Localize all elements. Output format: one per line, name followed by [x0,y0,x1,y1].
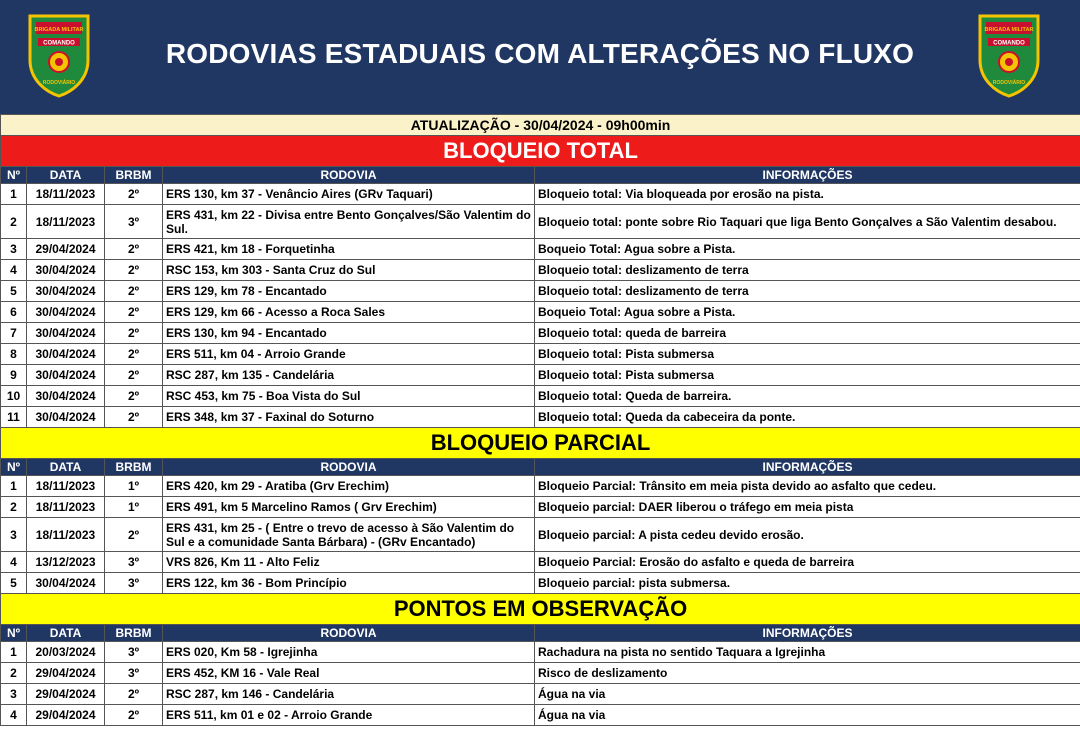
table-row [1,365,1080,386]
header-num: Nº [1,459,27,476]
row-number: 10 [1,386,27,407]
row-number: 6 [1,302,27,323]
row-number: 3 [1,239,27,260]
update-line: ATUALIZAÇÃO - 30/04/2024 - 09h00min [1,115,1080,136]
row-rodovia: ERS 020, Km 58 - Igrejinha [163,642,535,663]
row-date: 30/04/2024 [27,323,105,344]
header-num: Nº [1,167,27,184]
page-title: RODOVIAS ESTADUAIS COM ALTERAÇÕES NO FLUXO [165,38,915,69]
row-date: 29/04/2024 [27,705,105,726]
row-informacoes: Água na via [535,684,1080,705]
row-brbm: 2º [105,260,163,281]
row-brbm: 2º [105,344,163,365]
row-number: 5 [1,573,27,594]
badge-top-text: BRIGADA MILITAR [984,27,1034,33]
header-date: DATA [27,459,105,476]
row-date: 13/12/2023 [27,552,105,573]
row-rodovia: ERS 129, km 66 - Acesso a Roca Sales [163,302,535,323]
row-date: 29/04/2024 [27,684,105,705]
row-number: 5 [1,281,27,302]
row-number: 2 [1,497,27,518]
row-rodovia: ERS 420, km 29 - Aratiba (Grv Erechim) [163,476,535,497]
row-brbm: 2º [105,281,163,302]
section-header-row [1,594,1080,625]
row-number: 8 [1,344,27,365]
row-number: 4 [1,552,27,573]
row-brbm: 3º [105,642,163,663]
badge-top-text: BRIGADA MILITAR [34,27,84,33]
row-date: 30/04/2024 [27,573,105,594]
row-number: 3 [1,684,27,705]
row-informacoes: Bloqueio total: Queda da cabeceira da ponte. [535,407,1080,428]
table-row [1,705,1080,726]
row-informacoes: Bloqueio total: deslizamento de terra [535,281,1080,302]
row-informacoes: Bloqueio parcial: A pista cedeu devido erosão. [535,518,1080,552]
row-number: 2 [1,663,27,684]
row-date: 18/11/2023 [27,184,105,205]
section-title: BLOQUEIO TOTAL [1,136,1080,167]
row-informacoes: Rachadura na pista no sentido Taquara a Igrejinha [535,642,1080,663]
section-header-row [1,136,1080,167]
row-rodovia: VRS 826, Km 11 - Alto Feliz [163,552,535,573]
row-date: 20/03/2024 [27,642,105,663]
row-rodovia: ERS 431, km 25 - ( Entre o trevo de acesso à São Valentim do Sul e a comunidade Santa Bárbara) - (GRv Encantado) [163,518,535,552]
row-brbm: 2º [105,518,163,552]
row-number: 3 [1,518,27,552]
header-rodovia: RODOVIA [163,625,535,642]
brigada-militar-badge-right [976,12,1042,98]
row-rodovia: ERS 348, km 37 - Faxinal do Soturno [163,407,535,428]
row-number: 1 [1,184,27,205]
row-rodovia: ERS 511, km 01 e 02 - Arroio Grande [163,705,535,726]
header-brbm: BRBM [105,625,163,642]
badge-mid-text: COMANDO [43,40,75,47]
column-header-row [1,625,1080,642]
row-number: 7 [1,323,27,344]
row-brbm: 3º [105,573,163,594]
row-informacoes: Boqueio Total: Agua sobre a Pista. [535,239,1080,260]
row-date: 30/04/2024 [27,365,105,386]
table-row [1,407,1080,428]
row-number: 4 [1,705,27,726]
header-date: DATA [27,167,105,184]
row-date: 30/04/2024 [27,386,105,407]
row-rodovia: ERS 452, KM 16 - Vale Real [163,663,535,684]
row-rodovia: ERS 491, km 5 Marcelino Ramos ( Grv Erechim) [163,497,535,518]
badge-bottom-text: RODOVIÁRIO [42,80,76,86]
row-number: 4 [1,260,27,281]
table-row [1,239,1080,260]
row-brbm: 1º [105,497,163,518]
row-brbm: 2º [105,684,163,705]
row-informacoes: Bloqueio Parcial: Erosão do asfalto e queda de barreira [535,552,1080,573]
row-informacoes: Bloqueio total: deslizamento de terra [535,260,1080,281]
column-header-row [1,459,1080,476]
header-num: Nº [1,625,27,642]
row-rodovia: ERS 431, km 22 - Divisa entre Bento Gonçalves/São Valentim do Sul. [163,205,535,239]
header-rodovia: RODOVIA [163,167,535,184]
table-row [1,323,1080,344]
row-number: 9 [1,365,27,386]
section-title: BLOQUEIO PARCIAL [1,428,1080,459]
row-informacoes: Bloqueio total: Queda de barreira. [535,386,1080,407]
row-rodovia: ERS 130, km 37 - Venâncio Aires (GRv Taquari) [163,184,535,205]
row-brbm: 2º [105,705,163,726]
table-row [1,205,1080,239]
table-row [1,476,1080,497]
section-title: PONTOS EM OBSERVAÇÃO [1,594,1080,625]
table-row [1,684,1080,705]
row-date: 30/04/2024 [27,302,105,323]
table-row [1,302,1080,323]
header-banner [0,0,1080,114]
row-number: 1 [1,476,27,497]
header-brbm: BRBM [105,167,163,184]
table-row [1,573,1080,594]
table-row [1,552,1080,573]
row-rodovia: ERS 130, km 94 - Encantado [163,323,535,344]
row-informacoes: Bloqueio Parcial: Trânsito em meia pista devido ao asfalto que cedeu. [535,476,1080,497]
row-rodovia: RSC 287, km 146 - Candelária [163,684,535,705]
row-brbm: 1º [105,476,163,497]
header-informacoes: INFORMAÇÕES [535,459,1080,476]
row-brbm: 2º [105,323,163,344]
row-brbm: 2º [105,407,163,428]
row-brbm: 2º [105,386,163,407]
row-informacoes: Água na via [535,705,1080,726]
row-rodovia: ERS 421, km 18 - Forquetinha [163,239,535,260]
header-brbm: BRBM [105,459,163,476]
row-rodovia: RSC 153, km 303 - Santa Cruz do Sul [163,260,535,281]
row-rodovia: ERS 122, km 36 - Bom Princípio [163,573,535,594]
row-brbm: 3º [105,205,163,239]
row-informacoes: Bloqueio total: ponte sobre Rio Taquari que liga Bento Gonçalves a São Valentim desabou. [535,205,1080,239]
table-row [1,386,1080,407]
row-date: 29/04/2024 [27,663,105,684]
row-date: 18/11/2023 [27,518,105,552]
section-header-row [1,428,1080,459]
row-date: 30/04/2024 [27,344,105,365]
row-date: 30/04/2024 [27,281,105,302]
table-row [1,497,1080,518]
table-row [1,642,1080,663]
row-date: 18/11/2023 [27,205,105,239]
table-row [1,663,1080,684]
road-status-table [0,114,1080,726]
row-date: 29/04/2024 [27,239,105,260]
row-number: 1 [1,642,27,663]
table-row [1,184,1080,205]
row-number: 2 [1,205,27,239]
row-rodovia: ERS 129, km 78 - Encantado [163,281,535,302]
table-row [1,344,1080,365]
row-rodovia: RSC 453, km 75 - Boa Vista do Sul [163,386,535,407]
table-row [1,281,1080,302]
badge-mid-text: COMANDO [993,40,1025,47]
row-brbm: 3º [105,663,163,684]
column-header-row [1,167,1080,184]
header-informacoes: INFORMAÇÕES [535,167,1080,184]
row-informacoes: Bloqueio parcial: pista submersa. [535,573,1080,594]
row-informacoes: Bloqueio parcial: DAER liberou o tráfego em meia pista [535,497,1080,518]
badge-bottom-text: RODOVIÁRIO [992,80,1026,86]
row-informacoes: Bloqueio total: Via bloqueada por erosão na pista. [535,184,1080,205]
row-brbm: 2º [105,184,163,205]
row-informacoes: Bloqueio total: queda de barreira [535,323,1080,344]
header-date: DATA [27,625,105,642]
row-rodovia: ERS 511, km 04 - Arroio Grande [163,344,535,365]
row-brbm: 2º [105,239,163,260]
row-informacoes: Bloqueio total: Pista submersa [535,344,1080,365]
row-brbm: 2º [105,302,163,323]
row-informacoes: Boqueio Total: Agua sobre a Pista. [535,302,1080,323]
update-row [1,115,1080,136]
row-brbm: 3º [105,552,163,573]
row-date: 30/04/2024 [27,407,105,428]
row-informacoes: Bloqueio total: Pista submersa [535,365,1080,386]
row-date: 30/04/2024 [27,260,105,281]
row-number: 11 [1,407,27,428]
row-informacoes: Risco de deslizamento [535,663,1080,684]
table-row [1,518,1080,552]
header-informacoes: INFORMAÇÕES [535,625,1080,642]
row-date: 18/11/2023 [27,497,105,518]
row-rodovia: RSC 287, km 135 - Candelária [163,365,535,386]
row-date: 18/11/2023 [27,476,105,497]
row-brbm: 2º [105,365,163,386]
table-row [1,260,1080,281]
header-rodovia: RODOVIA [163,459,535,476]
